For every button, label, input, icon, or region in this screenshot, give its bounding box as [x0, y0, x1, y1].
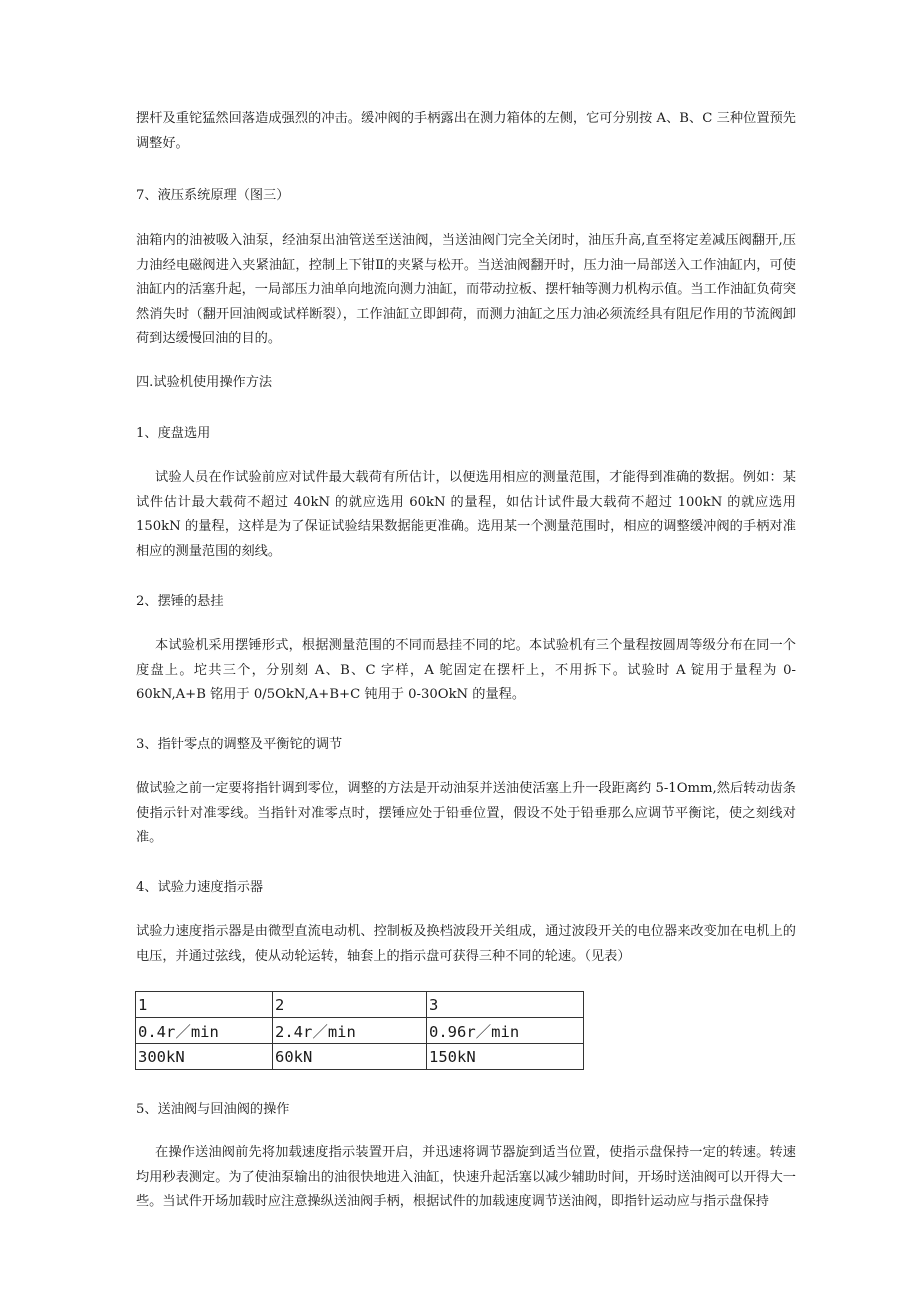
paragraph-text: 本试验机采用摆锤形式，根据测量范围的不同而悬挂不同的坨。本试验机有三个量程按圆周等级分布在同一个度盘上。坨共三个，分别刻 A、B、C 字样，A 鸵固定在摆杆上，不用拆下。试验时 A 锭用于量程为 0-60kN,A+B 铭用于 0/5OkN,A+B+C 钝用于 0-30OkN 的量程。	[136, 638, 796, 702]
paragraph-dial-selection	[136, 466, 796, 564]
heading-text: 四.试验机使用操作方法	[136, 375, 273, 390]
speed-table	[135, 991, 584, 1070]
heading-hydraulic-system	[136, 186, 796, 206]
paragraph-speed-indicator	[136, 920, 796, 969]
heading-text: 2、摆锤的悬挂	[136, 594, 224, 609]
table-cell: 1	[136, 992, 273, 1018]
paragraph-text: 摆杆及重铊猛然回落造成强烈的冲击。缓冲阀的手柄露出在测力箱体的左侧，它可分别按 A、B、C 三种位置预先调整好。	[136, 111, 796, 151]
heading-pointer-zero	[136, 735, 796, 755]
paragraph-damper	[136, 107, 796, 156]
heading-operation-methods	[136, 373, 796, 393]
paragraph-text: 试验人员在作试验前应对试件最大载荷有所估计，以便选用相应的测量范围，才能得到准确的数据。例如：某试件估计最大载荷不超过 40kN 的就应选用 60kN 的量程，如估计试件最大载荷不超过 100kN 的就应选用 150kN 的量程，这样是为了保证试验结果数据能更准确。选用某一个测量范围时，相应的调整缓冲阀的手柄对准相应的测量范围的刻线。	[136, 470, 796, 559]
heading-text: 1、度盘选用	[136, 426, 211, 441]
paragraph-text: 油箱内的油被吸入油泵，经油泵出油管送至送油阀，当送油阀门完全关闭时，油压升高,直至将定差减压阀翻开,压力油经电磁阀进入夹紧油缸，控制上下钳Ⅱ的夹紧与松开。当送油阀翻开时，压力油一局部送入工作油缸内，可使油缸内的活塞升起，一局部压力油单向地流向测力油缸，而带动拉板、摆杆轴等测力机构示值。当工作油缸负荷突然消失时（翻开回油阀或试样断裂），工作油缸立即卸荷，而测力油缸之压力油必须流经具有阻尼作用的节流阀卸荷到达缓慢回油的目的。	[136, 233, 796, 346]
table-row	[136, 1044, 584, 1070]
heading-speed-indicator	[136, 878, 796, 898]
table-cell: 60kN	[273, 1044, 427, 1070]
paragraph-valve-operation	[136, 1141, 796, 1215]
heading-text: 7、液压系统原理（图三）	[136, 188, 290, 203]
table-cell: 300kN	[136, 1044, 273, 1070]
table-cell: 150kN	[427, 1044, 584, 1070]
table-cell: 2	[273, 992, 427, 1018]
paragraph-pendulum-hanging	[136, 634, 796, 708]
table-row	[136, 992, 584, 1018]
table-cell: 3	[427, 992, 584, 1018]
paragraph-hydraulic-system	[136, 229, 796, 352]
table-row	[136, 1018, 584, 1044]
heading-pendulum-hanging	[136, 592, 796, 612]
table-cell: 2.4r／min	[273, 1018, 427, 1044]
heading-dial-selection	[136, 424, 796, 444]
paragraph-text: 在操作送油阀前先将加载速度指示装置开启，并迅速将调节器旋到适当位置，使指示盘保持一定的转速。转速均用秒表测定。为了使油泵输出的油很快地进入油缸，快速升起活塞以减少辅助时间，开场时送油阀可以开得大一些。当试件开场加载时应注意操纵送油阀手柄，根据试件的加载速度调节送油阀，即指针运动应与指示盘保持	[136, 1145, 796, 1209]
paragraph-pointer-zero	[136, 777, 796, 851]
heading-text: 3、指针零点的调整及平衡铊的调节	[136, 737, 343, 752]
heading-text: 5、送油阀与回油阀的操作	[136, 1102, 290, 1117]
paragraph-text: 试验力速度指示器是由微型直流电动机、控制板及换档波段开关组成，通过波段开关的电位器来改变加在电机上的电压，并通过弦线，使从动轮运转，轴套上的指示盘可获得三种不同的轮速。（见表）	[136, 924, 796, 964]
table-cell: 0.4r／min	[136, 1018, 273, 1044]
heading-text: 4、试验力速度指示器	[136, 880, 264, 895]
paragraph-text: 做试验之前一定要将指针调到零位，调整的方法是开动油泵并送油使活塞上升一段距离约 5-1Omm,然后转动齿条使指示针对准零线。当指针对准零点时，摆锤应处于铅垂位置，假设不处于铅垂那么应调节平衡诧，使之刻线对准。	[136, 781, 796, 845]
table-cell: 0.96r／min	[427, 1018, 584, 1044]
heading-valve-operation	[136, 1100, 796, 1120]
